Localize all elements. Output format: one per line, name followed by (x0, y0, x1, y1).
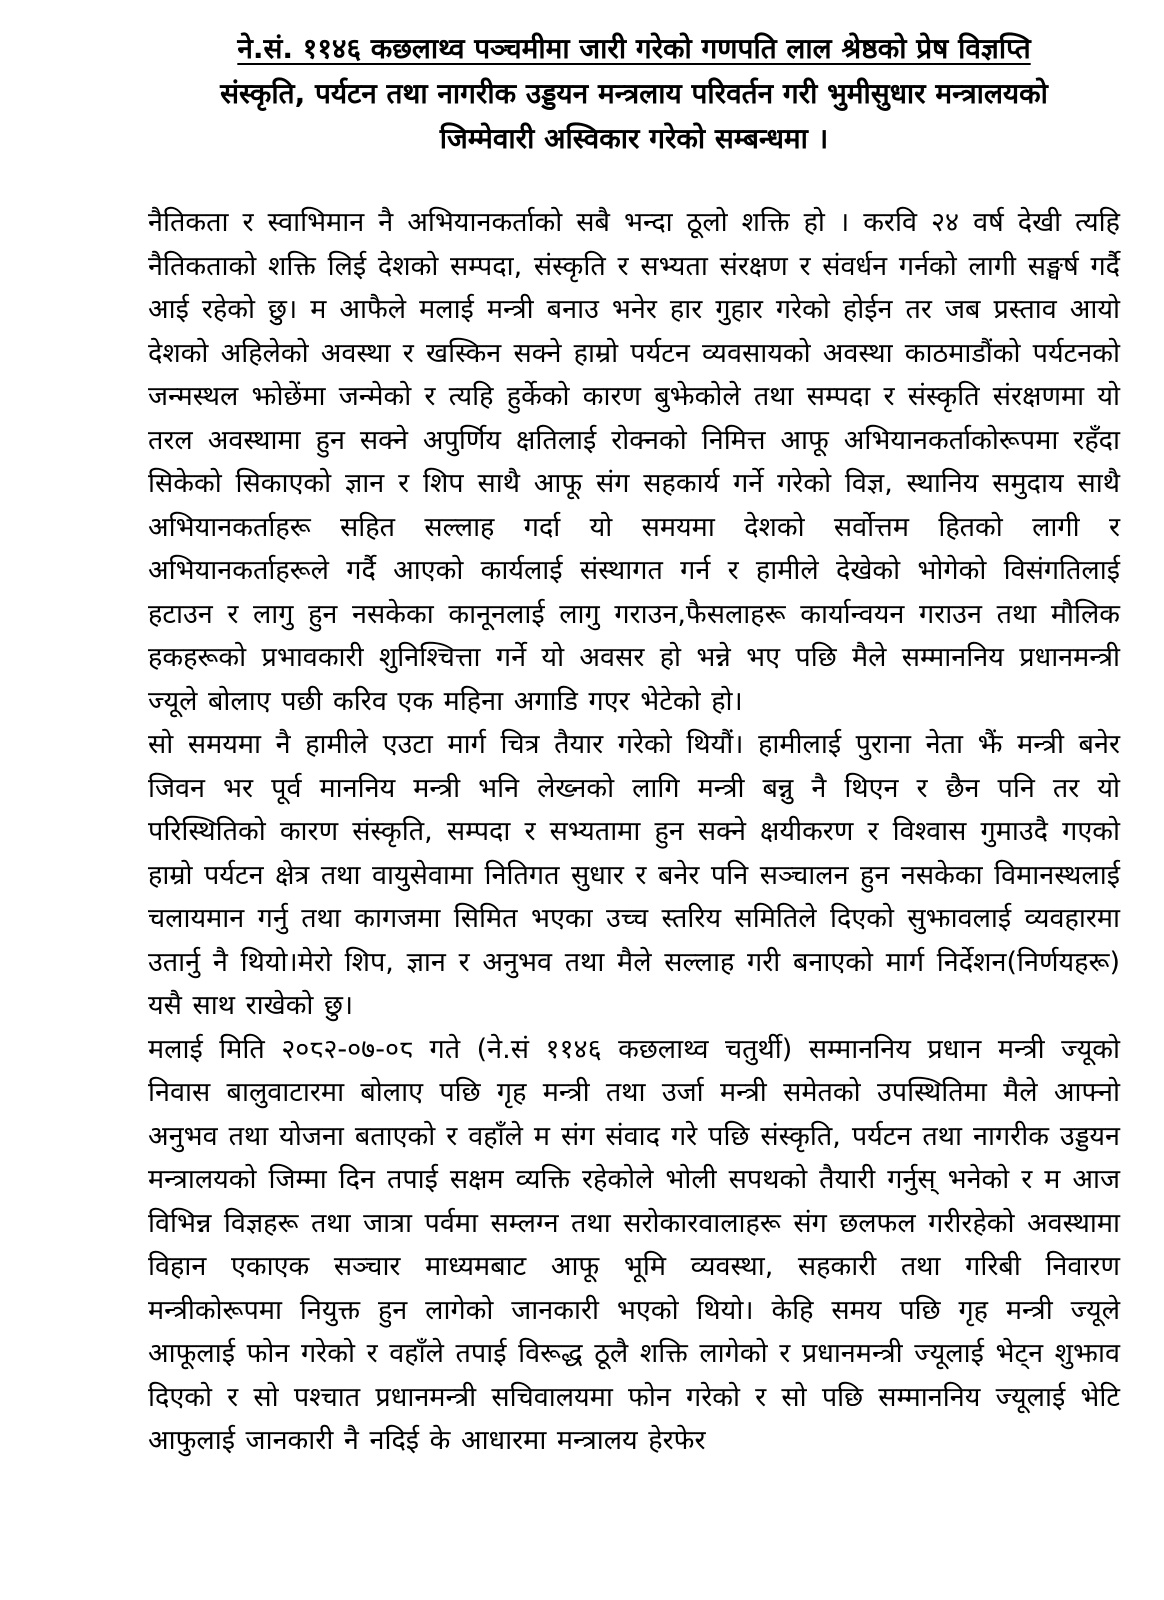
document-title-line-3: जिम्मेवारी अस्विकार गरेको सम्बन्धमा । (439, 122, 829, 155)
paragraph-2: सो समयमा नै हामीले एउटा मार्ग चित्र तैयार गरेको थियौं। हामीलाई पुराना नेता झैं मन्त्री बनेर जिवन भर पूर्व माननिय मन्त्री भनि लेख्नको लागि मन्त्री बन्नु नै थिएन र छैन पनि तर यो परिस्थितिको कारण संस्कृति, सम्पदा र सभ्यतामा हुन सक्ने क्षयीकरण र विश्वास गुमाउदै गएको हाम्रो पर्यटन क्षेत्र तथा वायुसेवामा नितिगत सुधार र बनेर पनि सञ्चालन हुन नसकेका विमानस्थलाई चलायमान गर्नु तथा कागजमा सिमित भएका उच्च स्तरिय समितिले दिएको सुझावलाई व्यवहारमा उतार्नु नै थियो।मेरो शिप, ज्ञान र अनुभव तथा मैले सल्लाह गरी बनाएको मार्ग निर्देशन(निर्णयहरू) यसै साथ राखेको छु। (148, 729, 1120, 1021)
document-header (148, 26, 1120, 161)
paragraph-3: मलाई मिति २०८२-०७-०८ गते (ने.सं ११४६ कछलाथ्व चतुर्थी) सम्माननिय प्रधान मन्त्री ज्यूको निवास बालुवाटारमा बोलाए पछि गृह मन्त्री तथा उर्जा मन्त्री समेतको उपस्थितिमा मैले आफ्नो अनुभव तथा योजना बताएको र वहाँले म संग संवाद गरे पछि संस्कृति, पर्यटन तथा नागरीक उड्डयन मन्त्रालयको जिम्मा दिन तपाई सक्षम व्यक्ति रहेकोले भोली सपथको तैयारी गर्नुस् भनेको र म आज विभिन्न विज्ञहरू तथा जात्रा पर्वमा सम्लग्न तथा सरोकारवालाहरू संग छलफल गरीरहेको अवस्थामा विहान एकाएक सञ्चार माध्यमबाट आफू भूमि व्यवस्था, सहकारी तथा गरिबी निवारण मन्त्रीकोरूपमा नियुक्त हुन लागेको जानकारी भएको थियो। केहि समय पछि गृह मन्त्री ज्यूले आफूलाई फोन गरेको र वहाँले तपाई विरूद्ध ठूलै शक्ति लागेको र प्रधानमन्त्री ज्यूलाई भेट्न शुझाव दिएको र सो पश्चात प्रधानमन्त्री सचिवालयमा फोन गरेको र सो पछि सम्माननिय ज्यूलाई भेटि आफुलाई जानकारी नै नदिई के आधारमा मन्त्रालय हेरफेर (148, 1033, 1120, 1456)
document-title-line-1: ने.सं. ११४६ कछलाथ्व पञ्चमीमा जारी गरेको गणपति लाल श्रेष्ठको प्रेष विज्ञप्ति (237, 32, 1031, 65)
paragraph-1: नैतिकता र स्वाभिमान नै अभियानकर्ताको सबै भन्दा ठूलो शक्ति हो । करवि २४ वर्ष देखी त्यहि नैतिकताको शक्ति लिई देशको सम्पदा, संस्कृति र सभ्यता संरक्षण र संवर्धन गर्नको लागी सङ्घर्ष गर्दै आई रहेको छु। म आफैले मलाई मन्त्री बनाउ भनेर हार गुहार गरेको होईन तर जब प्रस्ताव आयो देशको अहिलेको अवस्था र खस्किन सक्ने हाम्रो पर्यटन व्यवसायको अवस्था काठमाडौंको पर्यटनको जन्मस्थल झोछेंमा जन्मेको र त्यहि हुर्केको कारण बुझेकोले तथा सम्पदा र संस्कृति संरक्षणमा यो तरल अवस्थामा हुन सक्ने अपुर्णिय क्षतिलाई रोक्नको निमित्त आफू अभियानकर्ताकोरूपमा रहँदा सिकेको सिकाएको ज्ञान र शिप साथै आफू संग सहकार्य गर्ने गरेको विज्ञ, स्थानिय समुदाय साथै अभियानकर्ताहरू सहित सल्लाह गर्दा यो समयमा देशको सर्वोत्तम हितको लागी र अभियानकर्ताहरूले गर्दै आएको कार्यलाई संस्थागत गर्न र हामीले देखेको भोगेको विसंगतिलाई हटाउन र लागु हुन नसकेका कानूनलाई लागु गराउन,फैसलाहरू कार्यान्वयन गराउन तथा मौलिक हकहरूको प्रभावकारी शुनिश्चित्ता गर्ने यो अवसर हो भन्ने भए पछि मैले सम्माननिय प्रधानमन्त्री ज्यूले बोलाए पछी करिव एक महिना अगाडि गएर भेटेको हो। (148, 207, 1120, 717)
document-title-line-2: संस्कृति, पर्यटन तथा नागरीक उड्डयन मन्त्रलाय परिवर्तन गरी भुमीसुधार मन्त्रालयको (220, 77, 1048, 110)
document-body (148, 201, 1120, 1463)
